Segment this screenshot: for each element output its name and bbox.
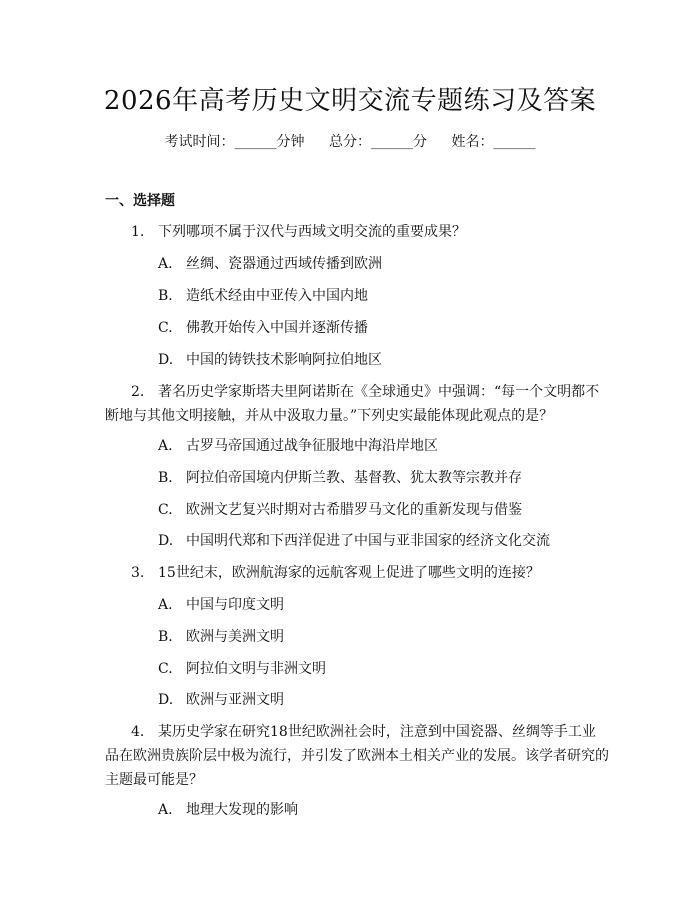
question-4-line-3: 主题最可能是？ — [105, 772, 203, 788]
question-4-option-a: A. 地理大发现的影响 — [158, 802, 298, 818]
question-2-option-b: B. 阿拉伯帝国境内伊斯兰教、基督教、犹太教等宗教并存 — [158, 470, 522, 486]
question-1-option-d: D. 中国的铸铁技术影响阿拉伯地区 — [158, 352, 382, 368]
question-text: 某历史学家在研究18世纪欧洲社会时，注意到中国瓷器、丝绸等手工业 — [158, 724, 596, 740]
question-1-option-b: B. 造纸术经由中亚传入中国内地 — [158, 288, 368, 304]
exam-meta — [0, 132, 700, 152]
question-2-option-a: A. 古罗马帝国通过战争征服地中海沿岸地区 — [158, 438, 438, 454]
question-1-option-a: A. 丝绸、瓷器通过西域传播到欧洲 — [158, 256, 382, 272]
question-3-option-c: C. 阿拉伯文明与非洲文明 — [158, 661, 326, 677]
question-3-option-b: B. 欧洲与美洲文明 — [158, 629, 284, 645]
exam-time-field: 考试时间：______分钟 — [164, 134, 305, 150]
question-2-line-1 — [131, 382, 599, 402]
question-4-line-2: 品在欧洲贵族阶层中极为流行，并引发了欧洲本土相关产业的发展。该学者研究的 — [105, 748, 609, 764]
question-text: 下列哪项不属于汉代与西域文明交流的重要成果？ — [158, 224, 466, 240]
question-3 — [131, 563, 540, 583]
total-score-field: 总分：______分 — [329, 134, 427, 150]
question-number: 3. — [131, 565, 145, 581]
question-number: 1. — [131, 224, 145, 240]
question-3-option-d: D. 欧洲与亚洲文明 — [158, 692, 284, 708]
question-number: 4. — [131, 724, 145, 740]
question-4-line-1 — [131, 722, 596, 742]
section-title: 一、选择题 — [105, 193, 175, 209]
question-text: 15世纪末，欧洲航海家的远航客观上促进了哪些文明的连接？ — [158, 565, 540, 581]
question-2-line-2: 断地与其他文明接触，并从中汲取力量。”下列史实最能体现此观点的是？ — [105, 408, 554, 424]
question-3-option-a: A. 中国与印度文明 — [158, 597, 284, 613]
question-text: 著名历史学家斯塔夫里阿诺斯在《全球通史》中强调：“每一个文明都不 — [158, 384, 600, 400]
question-2-option-d: D. 中国明代郑和下西洋促进了中国与亚非国家的经济文化交流 — [158, 533, 550, 549]
student-name-field: 姓名：______ — [451, 134, 536, 150]
question-1-option-c: C. 佛教开始传入中国并逐渐传播 — [158, 320, 368, 336]
question-2-option-c: C. 欧洲文艺复兴时期对古希腊罗马文化的重新发现与借鉴 — [158, 502, 522, 518]
page-title: 2026年高考历史文明交流专题练习及答案 — [103, 86, 597, 116]
question-number: 2. — [131, 384, 145, 400]
question-1 — [131, 222, 466, 242]
